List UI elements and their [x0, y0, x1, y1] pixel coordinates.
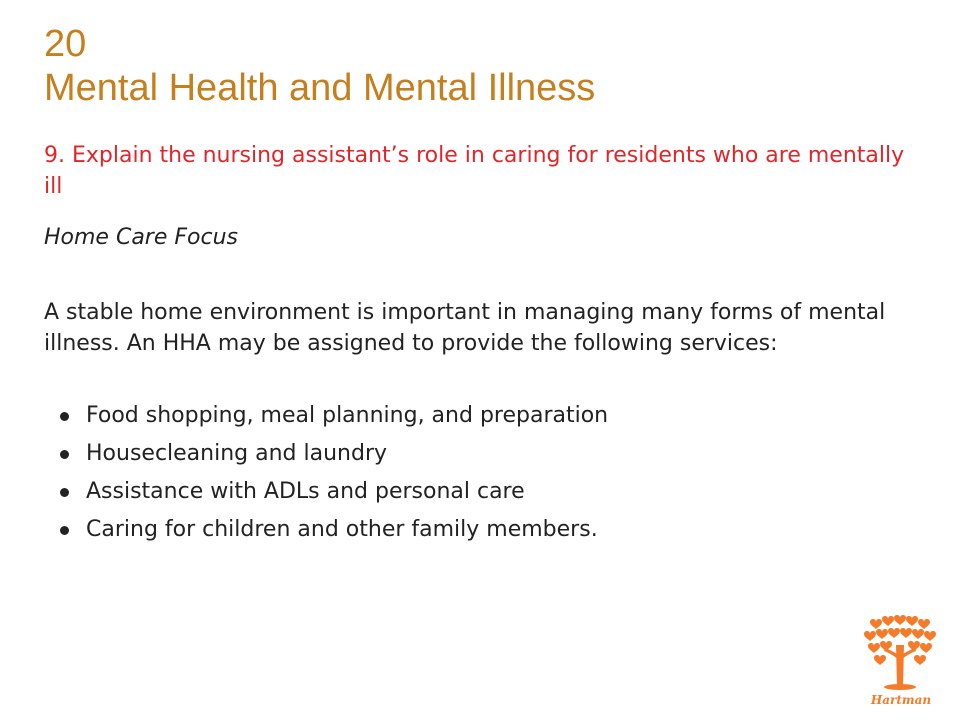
list-item: Housecleaning and laundry [58, 435, 608, 473]
services-list [58, 397, 608, 549]
subheading: Home Care Focus [44, 225, 238, 250]
learning-objective: 9. Explain the nursing assistant’s role in caring for residents who are mentally ill [44, 143, 905, 199]
chapter-number: 20 [44, 23, 87, 65]
chapter-title: Mental Health and Mental Illness [44, 67, 596, 109]
list-item: Assistance with ADLs and personal care [58, 473, 608, 511]
logo-text: Hartman [870, 693, 932, 707]
list-item: Food shopping, meal planning, and preparation [58, 397, 608, 435]
hartman-logo [862, 613, 938, 713]
chapter-heading [44, 22, 595, 110]
list-item: Caring for children and other family members. [58, 511, 608, 549]
body-paragraph: A stable home environment is important in managing many forms of mental illness. An HHA may be assigned to provide the following services: [44, 300, 886, 356]
